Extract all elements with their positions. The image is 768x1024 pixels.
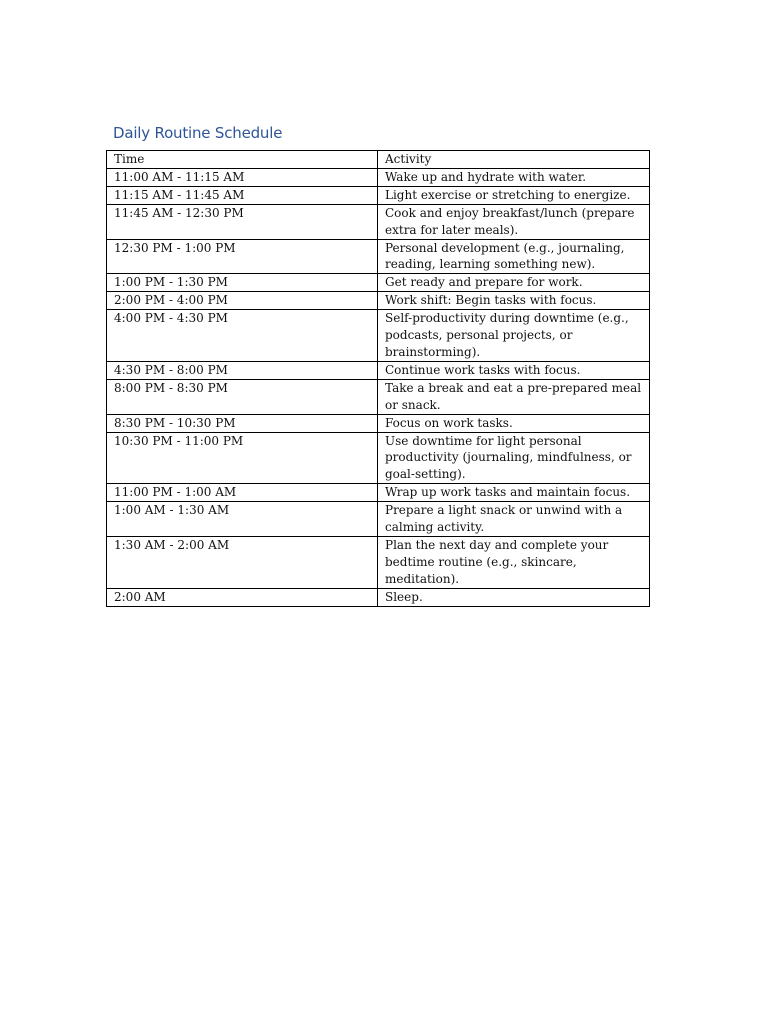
activity-cell: Cook and enjoy breakfast/lunch (prepare extra for later meals). xyxy=(378,204,650,239)
time-cell: 8:30 PM - 10:30 PM xyxy=(107,414,378,432)
time-cell: 2:00 PM - 4:00 PM xyxy=(107,292,378,310)
activity-cell: Use downtime for light personal productivity (journaling, mindfulness, or goal-setting). xyxy=(378,432,650,484)
table-row xyxy=(107,502,650,537)
schedule-table xyxy=(106,150,650,607)
table-row xyxy=(107,536,650,588)
time-cell: 1:00 AM - 1:30 AM xyxy=(107,502,378,537)
table-row xyxy=(107,168,650,186)
time-cell: 11:15 AM - 11:45 AM xyxy=(107,186,378,204)
time-cell: 11:00 PM - 1:00 AM xyxy=(107,484,378,502)
table-row xyxy=(107,186,650,204)
table-row xyxy=(107,239,650,274)
table-row xyxy=(107,274,650,292)
time-cell: 11:00 AM - 11:15 AM xyxy=(107,168,378,186)
activity-cell: Sleep. xyxy=(378,588,650,606)
page-title: Daily Routine Schedule xyxy=(113,124,283,142)
table-header-row xyxy=(107,151,650,169)
table-row xyxy=(107,292,650,310)
time-cell: 11:45 AM - 12:30 PM xyxy=(107,204,378,239)
table-row xyxy=(107,379,650,414)
table-row xyxy=(107,588,650,606)
activity-cell: Light exercise or stretching to energize. xyxy=(378,186,650,204)
activity-cell: Wake up and hydrate with water. xyxy=(378,168,650,186)
activity-cell: Self-productivity during downtime (e.g., podcasts, personal projects, or brainstorming). xyxy=(378,310,650,362)
activity-cell: Take a break and eat a pre-prepared meal or snack. xyxy=(378,379,650,414)
table-row xyxy=(107,361,650,379)
time-cell: 4:30 PM - 8:00 PM xyxy=(107,361,378,379)
time-cell: 1:00 PM - 1:30 PM xyxy=(107,274,378,292)
time-cell: 2:00 AM xyxy=(107,588,378,606)
table-row xyxy=(107,310,650,362)
activity-column-header: Activity xyxy=(378,151,650,169)
time-cell: 10:30 PM - 11:00 PM xyxy=(107,432,378,484)
table-row xyxy=(107,414,650,432)
time-cell: 12:30 PM - 1:00 PM xyxy=(107,239,378,274)
table-row xyxy=(107,204,650,239)
time-cell: 8:00 PM - 8:30 PM xyxy=(107,379,378,414)
time-cell: 1:30 AM - 2:00 AM xyxy=(107,536,378,588)
table-row xyxy=(107,432,650,484)
activity-cell: Prepare a light snack or unwind with a calming activity. xyxy=(378,502,650,537)
time-column-header: Time xyxy=(107,151,378,169)
activity-cell: Wrap up work tasks and maintain focus. xyxy=(378,484,650,502)
activity-cell: Focus on work tasks. xyxy=(378,414,650,432)
activity-cell: Plan the next day and complete your bedtime routine (e.g., skincare, meditation). xyxy=(378,536,650,588)
activity-cell: Continue work tasks with focus. xyxy=(378,361,650,379)
activity-cell: Get ready and prepare for work. xyxy=(378,274,650,292)
time-cell: 4:00 PM - 4:30 PM xyxy=(107,310,378,362)
activity-cell: Personal development (e.g., journaling, reading, learning something new). xyxy=(378,239,650,274)
activity-cell: Work shift: Begin tasks with focus. xyxy=(378,292,650,310)
table-row xyxy=(107,484,650,502)
